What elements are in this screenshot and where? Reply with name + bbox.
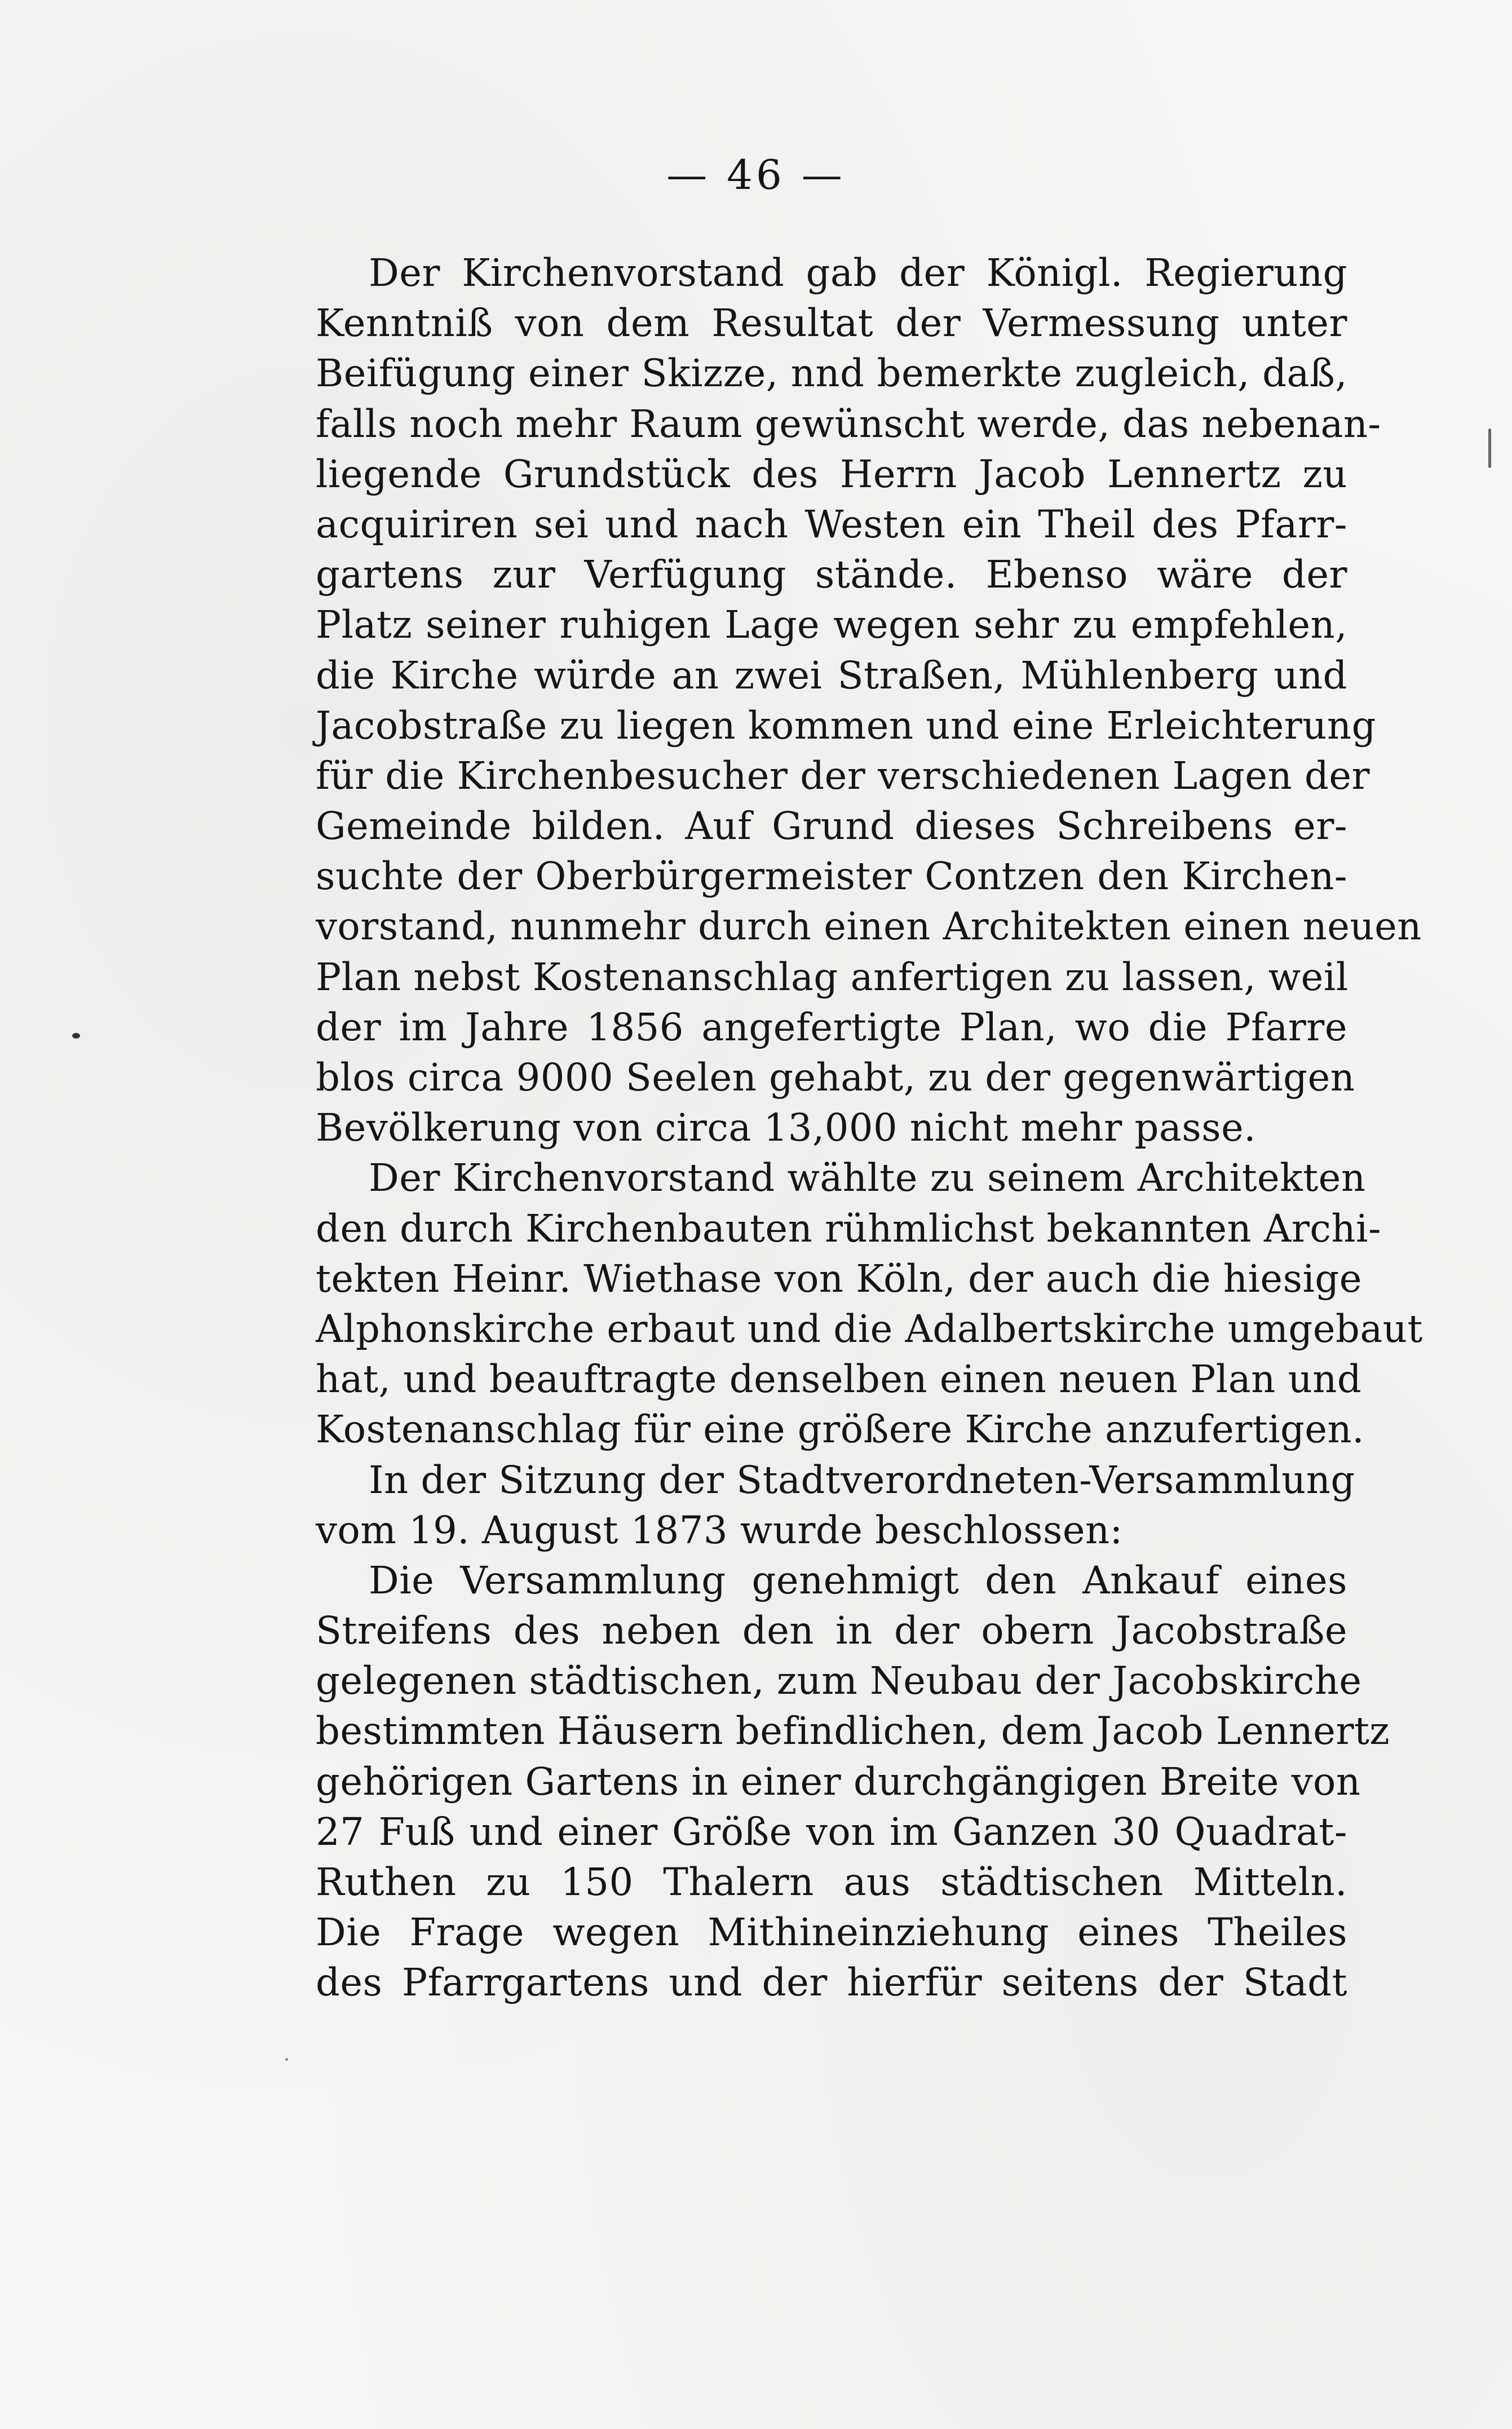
text-line: für die Kirchenbesucher der verschiedenen Lagen der bbox=[316, 753, 1370, 798]
text-line: gelegenen städtischen, zum Neubau der Jacobskirche bbox=[316, 1659, 1362, 1703]
paragraph-3 bbox=[316, 1455, 1355, 1556]
text-line: acquiriren sei und nach Westen ein Theil des Pfarr- bbox=[316, 502, 1347, 546]
text-line: des Pfarrgartens und der hierfür seitens der Stadt bbox=[316, 1960, 1347, 2005]
text-line: den durch Kirchenbauten rühmlichst bekannten Archi- bbox=[316, 1206, 1382, 1251]
text-line: vom 19. August 1873 wurde beschlossen: bbox=[316, 1508, 1123, 1552]
text-line: Der Kirchenvorstand wählte zu seinem Architekten bbox=[369, 1156, 1366, 1200]
text-line: Beifügung einer Skizze, nnd bemerkte zugleich, daß, bbox=[316, 351, 1347, 396]
text-line: suchte der Oberbürgermeister Contzen den Kirchen- bbox=[316, 854, 1347, 899]
paper-speck bbox=[1488, 429, 1491, 468]
text-line: Platz seiner ruhigen Lage wegen sehr zu empfehlen, bbox=[316, 603, 1347, 647]
text-line: die Kirche würde an zwei Straßen, Mühlenberg und bbox=[316, 653, 1347, 697]
text-line: Bevölkerung von circa 13,000 nicht mehr passe. bbox=[316, 1106, 1257, 1150]
text-line: hat, und beauftragte denselben einen neuen Plan und bbox=[316, 1357, 1362, 1402]
text-line: bestimmten Häusern befindlichen, dem Jacob Lennertz bbox=[316, 1709, 1390, 1754]
text-line: Streifens des neben den in der obern Jacobstraße bbox=[316, 1609, 1347, 1653]
text-line: Plan nebst Kostenanschlag anfertigen zu lassen, weil bbox=[316, 955, 1349, 999]
text-line: Gemeinde bilden. Auf Grund dieses Schreibens er- bbox=[316, 804, 1347, 849]
text-line: Die Versammlung genehmigt den Ankauf eines bbox=[369, 1558, 1347, 1602]
text-line: vorstand, nunmehr durch einen Architekten einen neuen bbox=[316, 904, 1422, 949]
text-line: 27 Fuß und einer Größe von im Ganzen 30 Quadrat- bbox=[316, 1809, 1347, 1854]
text-line: Die Frage wegen Mithineinziehung eines Theiles bbox=[316, 1910, 1347, 1955]
text-line: Ruthen zu 150 Thalern aus städtischen Mitteln. bbox=[316, 1860, 1347, 1904]
body-text bbox=[316, 248, 1423, 2008]
paper-speck bbox=[285, 2058, 288, 2061]
text-line: Kostenanschlag für eine größere Kirche anzufertigen. bbox=[316, 1407, 1364, 1452]
text-line: Kenntniß von dem Resultat der Vermessung unter bbox=[316, 301, 1347, 346]
text-line: der im Jahre 1856 angefertigte Plan, wo die Pfarre bbox=[316, 1005, 1347, 1049]
text-line: falls noch mehr Raum gewünscht werde, das nebenan- bbox=[316, 401, 1381, 446]
text-line: tekten Heinr. Wiethase von Köln, der auch die hiesige bbox=[316, 1256, 1362, 1301]
text-line: gehörigen Gartens in einer durchgängigen Breite von bbox=[316, 1759, 1361, 1804]
text-line: Der Kirchenvorstand gab der Königl. Regierung bbox=[369, 251, 1347, 295]
text-line: Alphonskirche erbaut und die Adalbertskirche umgebaut bbox=[316, 1306, 1423, 1351]
page-number: — 46 — bbox=[666, 151, 846, 198]
paragraph-4 bbox=[316, 1556, 1390, 2008]
text-line: In der Sitzung der Stadtverordneten-Versammlung bbox=[369, 1458, 1355, 1502]
text-line: gartens zur Verfügung stände. Ebenso wäre der bbox=[316, 553, 1347, 597]
paragraph-2 bbox=[316, 1153, 1423, 1455]
text-line: liegende Grundstück des Herrn Jacob Lennertz zu bbox=[316, 452, 1347, 496]
text-line: blos circa 9000 Seelen gehabt, zu der gegenwärtigen bbox=[316, 1055, 1355, 1099]
paragraph-1 bbox=[316, 248, 1422, 1153]
paper-speck bbox=[72, 1033, 80, 1039]
text-line: Jacobstraße zu liegen kommen und eine Erleichterung bbox=[316, 703, 1376, 748]
